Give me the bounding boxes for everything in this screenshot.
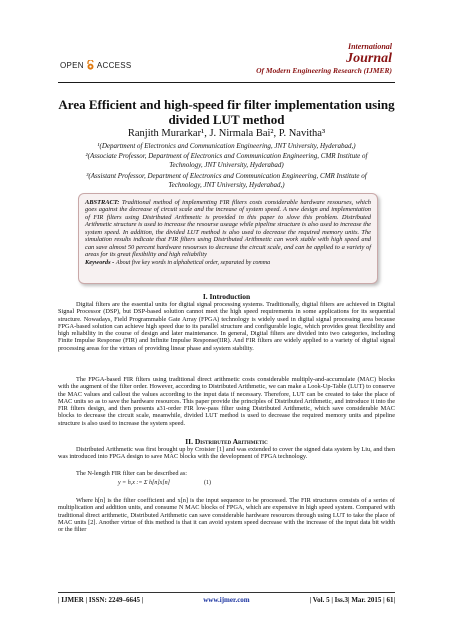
keywords-label: Keywords - — [85, 258, 115, 266]
paper-title: Area Efficient and high-speed fir filter implementation using divided LUT method — [58, 97, 395, 127]
keywords-text: About five key words in alphabetical order, separated by comma — [115, 259, 271, 266]
header-rule — [58, 82, 395, 83]
intro-paragraph-1: Digital filters are the essential units for digital signal processing systems. Traditionally, digital filters are achieved in Digital Signal Processor (DSP), but DSP-based solution cannot meet the high speed requirements in some applications for its sequential structure. Nowadays, Field Programmable Gate Array (FPGA) technology is widely used in digital signal processing area because FPGA-based solution can achieve high speed due to its parallel structure and configurable logic, which provides great flexibility and high reliability in the course of design and later maintenance. In general, Digital filters are divided into two categories, including Finite Impulse Response (FIR) and Infinite Impulse Response(IIR). And FIR filters are widely applied to a variety of digital signal processing areas for the virtues of providing linear phase and system stability. — [58, 301, 395, 352]
journal-line3: Of Modern Engineering Research (IJMER) — [256, 66, 392, 75]
intro-paragraph-2: The FPGA-based FIR filters using traditional direct arithmetic costs considerable multiply-and-accumulate (MAC) blocks with the augment of the filter order. However, according to Distributed Arithmetic, we can make a Look-Up-Table (LUT) to conserve the MAC values and callout the values according to the input data if necessary. Therefore, LUT can be created to take the place of MAC units so as to save the hardware resources. This paper provide the principles of Distributed Arithmetic, and introduce it into the FIR filters design, and then presents a31-order FIR low-pass filter using Distributed Arithmetic, which save considerable MAC blocks to decrease the circuit scale, meanwhile, divided LUT method is used to decrease the required memory units and pipeline structure is also used to increase the system speed. — [58, 376, 395, 427]
da-paragraph-3: Where h[n] is the filter coefficient and x[n] is the input sequence to be processed. The FIR structures consists of a series of multiplication and addition units, and consume N MAC blocks of FPGA, which are expensive in high speed system. Compared with traditional direct arithmetic, Distributed Arithmetic can save considerable hardware resources through using LUT to take the place of MAC units [2]. Another virtue of this method is that it can avoid system speed decrease with the increase of the input data bit width or the filter — [58, 497, 395, 533]
abstract-label: ABSTRACT: — [85, 199, 120, 206]
section-heading-introduction: I. Introduction — [202, 292, 251, 301]
footer-volume: | Vol. 5 | Iss.3| Mar. 2015 | 61| — [309, 596, 395, 604]
da-paragraph-2: The N-length FIR filter can be described as: — [76, 470, 188, 477]
page-footer — [58, 592, 395, 604]
affiliation-2: ²(Associate Professor, Department of Electronics and Communication Engineering, CMR Institute of Technology, JNT University, Hyderabad) — [85, 152, 368, 169]
journal-line1: International — [347, 42, 392, 51]
affiliation-3: ³(Assistant Professor, Department of Electronics and Communication Engineering, CMR Institute of Technology, JNT University, Hyderabad,) — [86, 172, 367, 189]
open-access-badge — [60, 60, 132, 70]
journal-line2: Journal — [346, 51, 392, 66]
equation-body: y = h,x := Σ h[n]x[n] — [118, 480, 170, 486]
open-access-text-left: OPEN — [60, 60, 84, 70]
affiliation-1: ¹(Department of Electronics and Communication Engineering, JNT University, Hyderabad,) — [97, 142, 356, 150]
open-access-text-right: ACCESS — [96, 60, 132, 70]
footer-issn: | IJMER | ISSN: 2249–6645 | — [58, 596, 144, 604]
journal-masthead — [256, 42, 392, 75]
equation-number: (1) — [204, 480, 211, 486]
footer-website-link[interactable]: www.ijmer.com — [203, 596, 250, 604]
equation-1 — [118, 480, 318, 486]
open-lock-icon — [86, 60, 95, 70]
author-list: Ranjith Murarkar¹, J. Nirmala Bai², P. Navitha³ — [127, 128, 326, 139]
section-heading-distributed-arithmetic: II. Distributed Arithmetic — [185, 437, 268, 446]
da-paragraph-1: Distributed Arithmetic was first brought up by Croisier [1] and was extended to cover the signed data system by Liu, and then was introduced into FPGA design to save MAC blocks with the development of FPGA technology. — [58, 446, 395, 461]
abstract-text: Traditional method of implementing FIR filters costs considerable hardware resourses, which goes against the decrease of circuit scale and the increase of system speed. A new design and implementation of FIR filters using Distributed Arithmetic is provided in this paper to slove this problem. Distributed Arithmetic structure is used to increase the resourse useage while pipeline structure is also used to increase the system speed. In addition, the divided LUT method is also used to decrease the required memory units. The simulation results indicate that FIR filters using Distributed Arithmetic can work stable with high speed and can save almost 50 percent hardware resourses to decrease the circuit scale, and can be applied to a variety of areas for its great flexibility and high reliability — [85, 199, 371, 259]
abstract-box — [78, 193, 378, 284]
